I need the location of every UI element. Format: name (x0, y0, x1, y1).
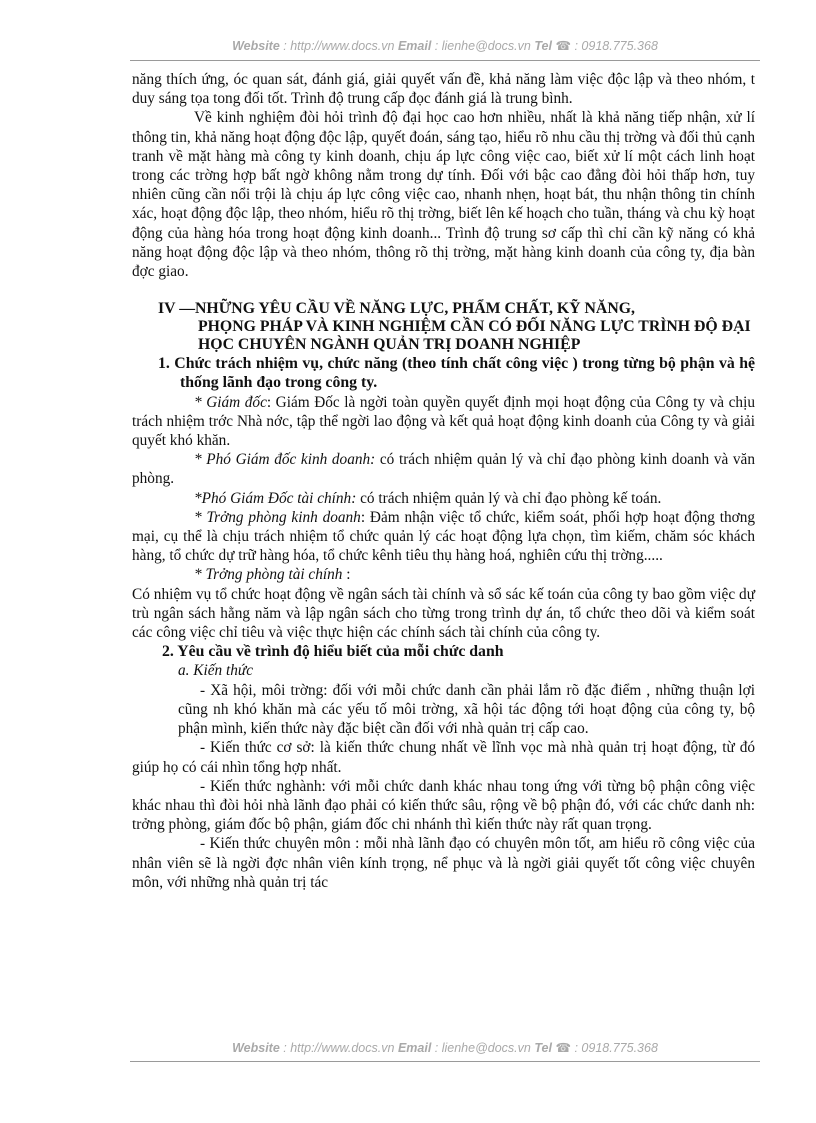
section-title-line-2: PHỌNG PHÁP VÀ KINH NGHIỆM CẦN CÓ ĐỐI NĂNG LỰC TRÌNH ĐỘ ĐẠI HỌC CHUYÊN NGÀNH QUẢN TRỊ DOANH NGHIỆP (198, 318, 751, 354)
role-deputy-business-label: * Phó Giám đốc kinh doanh: (194, 451, 376, 469)
role-director-text: : Giám Đốc là ngời toàn quyền quyết định mọi hoạt động của Công ty và chịu trách nhiệm trớc Nhà nớc, tập thể ngời lao động và kết quả hoạt động kinh doanh của Công ty và giải quyết khó khăn. (132, 393, 755, 450)
role-head-finance-text: : (342, 566, 351, 584)
footer-email-label: Email (397, 1041, 432, 1055)
role-head-finance-desc: Có nhiệm vụ tổ chức hoạt động về ngân sách tài chính và sổ sác kế toán của công ty bao gồm việc dự trù ngân sách hằng năm và lập ngân sách cho từng trong trình dự án, tổ chức theo dõi và kiểm soát các công việc chỉ tiêu và việc thực hiện các chính sách tài chính của công ty. (132, 585, 755, 642)
knowledge-item-2: - Kiến thức cơ sở: là kiến thức chung nhất về lĩnh vọc mà nhà quản trị hoạt động, từ đó giúp họ có cái nhìn tổng hợp nhất. (132, 739, 755, 776)
heading-2: 2. Yêu cầu về trình độ hiểu biết của mỗi chức danh (162, 643, 504, 661)
paragraph-2: Về kinh nghiệm đòi hỏi trình độ đại học cao hơn nhiều, nhất là khả năng tiếp nhận, xử lí thông tin, khả năng hoạt động độc lập, quyết đoán, sáng tạo, hiểu rõ nhu cầu thị trờng và đối thủ cạnh tranh về mặt hàng mà công ty kinh doanh, chịu áp lực công việc cao, biết xử lí một cách linh hoạt trong các trờng hợp bất ngờ không nằm trong dự tính. Đối với bậc cao đẳng đòi hỏi thấp hơn, tuy nhiên cũng cần nổi trội là chịu áp lực công việc cao, nhanh nhẹn, hoạt bát, thu nhận thông tin chính xác, hoạt động độc lập, theo nhóm, hiểu rõ thị trờng, biết lên kế hoạch cho tuần, tháng và chu kỳ hoạt động của hàng hóa trong hoạt động kinh doanh... Trình độ trung sơ cấp thì chỉ cần kỹ năng có khả năng hoạt động độc lập và theo nhóm, thông rõ thị trờng, mặt hàng kinh doanh của công ty, địa bàn đợc giao. (132, 109, 755, 281)
knowledge-item-4: - Kiến thức chuyên môn : mỗi nhà lãnh đạo có chuyên môn tốt, am hiểu rõ công việc của nhân viên sẽ là ngời đợc nhân viên kính trọng, nể phục và là ngời giải quyết tốt công việc chuyên môn, với những nhà quản trị tác (132, 835, 755, 891)
footer-tel-value: ☎ : 0918.775.368 (555, 1041, 658, 1055)
role-head-finance-label: * Trởng phòng tài chính (194, 566, 343, 584)
paragraph-1: năng thích ứng, óc quan sát, đánh giá, giải quyết vấn đề, khả năng làm việc độc lập và theo nhóm, t duy sáng tọa tong đối tốt. Trình độ trung cấp đọc đánh giá là trung bình. (132, 71, 755, 108)
role-head-business (132, 508, 755, 566)
header-email-value: : lienhe@docs.vn (434, 39, 531, 53)
knowledge-item-3: - Kiến thức nghành: với mỗi chức danh khác nhau tong ứng với từng bộ phận công việc khác nhau thì đòi hỏi nhà lãnh đạo phải có kiến thức sâu, rộng về bộ phận đó, với các chức danh nh: trởng phòng, giám đốc bộ phận, giám đốc chi nhánh thì kiến thức này rất quan trọng. (132, 777, 755, 834)
footer-tel-label: Tel (534, 1041, 552, 1055)
footer-website-label: Website (232, 1041, 280, 1055)
role-deputy-business (132, 450, 755, 488)
footer-rule (130, 1061, 760, 1062)
footer-website-value: : http://www.docs.vn (283, 1041, 395, 1055)
header-website-value: : http://www.docs.vn (283, 39, 395, 53)
section-title (132, 300, 755, 354)
role-head-finance (132, 565, 755, 584)
header-rule (130, 60, 760, 61)
page-header (130, 38, 760, 53)
role-deputy-finance-text: có trách nhiệm quản lý và chỉ đạo phòng kế toán. (356, 489, 662, 507)
page-footer (130, 1040, 760, 1055)
role-deputy-business-text: có trách nhiệm quản lý và chỉ đạo phòng kinh doanh và văn phòng. (132, 451, 755, 488)
footer-email-value: : lienhe@docs.vn (434, 1041, 531, 1055)
header-email-label: Email (397, 39, 432, 53)
document-body (132, 70, 755, 892)
role-deputy-finance (132, 489, 755, 508)
role-head-business-label: * Trởng phòng kinh doanh (194, 508, 361, 526)
role-deputy-finance-label: *Phó Giám Đốc tài chính: (194, 489, 357, 507)
subheading-a: a. Kiến thức (178, 662, 254, 680)
role-head-business-text: : Đảm nhận việc tổ chức, kiểm soát, phối hợp hoạt động thơng mại, cụ thể là chịu trách nhiệm tổ chức quản lý các hoạt động lựa chọn, tìm kiếm, chăm sóc khách hàng, tổ chức dự trữ hàng hóa, tổ chức kênh tiêu thụ hàng hoá, nghiên cứu thị trờng..... (132, 508, 755, 565)
heading-1: 1. Chức trách nhiệm vụ, chức năng (theo tính chất công việc ) trong từng bộ phận và hệ thống lãnh đạo trong công ty. (158, 355, 755, 392)
header-website-label: Website (232, 39, 280, 53)
role-director (132, 393, 755, 451)
section-title-line-1: IV —NHỮNG YÊU CẦU VỀ NĂNG LỰC, PHẨM CHẤT, KỸ NĂNG, (158, 300, 635, 318)
header-tel-value: ☎ : 0918.775.368 (555, 39, 658, 53)
knowledge-item-1: - Xã hội, môi trờng: đối với mỗi chức danh cần phải lắm rõ đặc điểm , những thuận lợi cũng nh khó khăn mà các yếu tố môi trờng, xã hội tác động tới hoạt động của công ty, bộ phận mình, kiến thức này đặc biệt cần đối với nhà quản trị cấp cao. (178, 681, 755, 738)
header-tel-label: Tel (534, 39, 552, 53)
role-director-label: * Giám đốc (194, 393, 267, 411)
